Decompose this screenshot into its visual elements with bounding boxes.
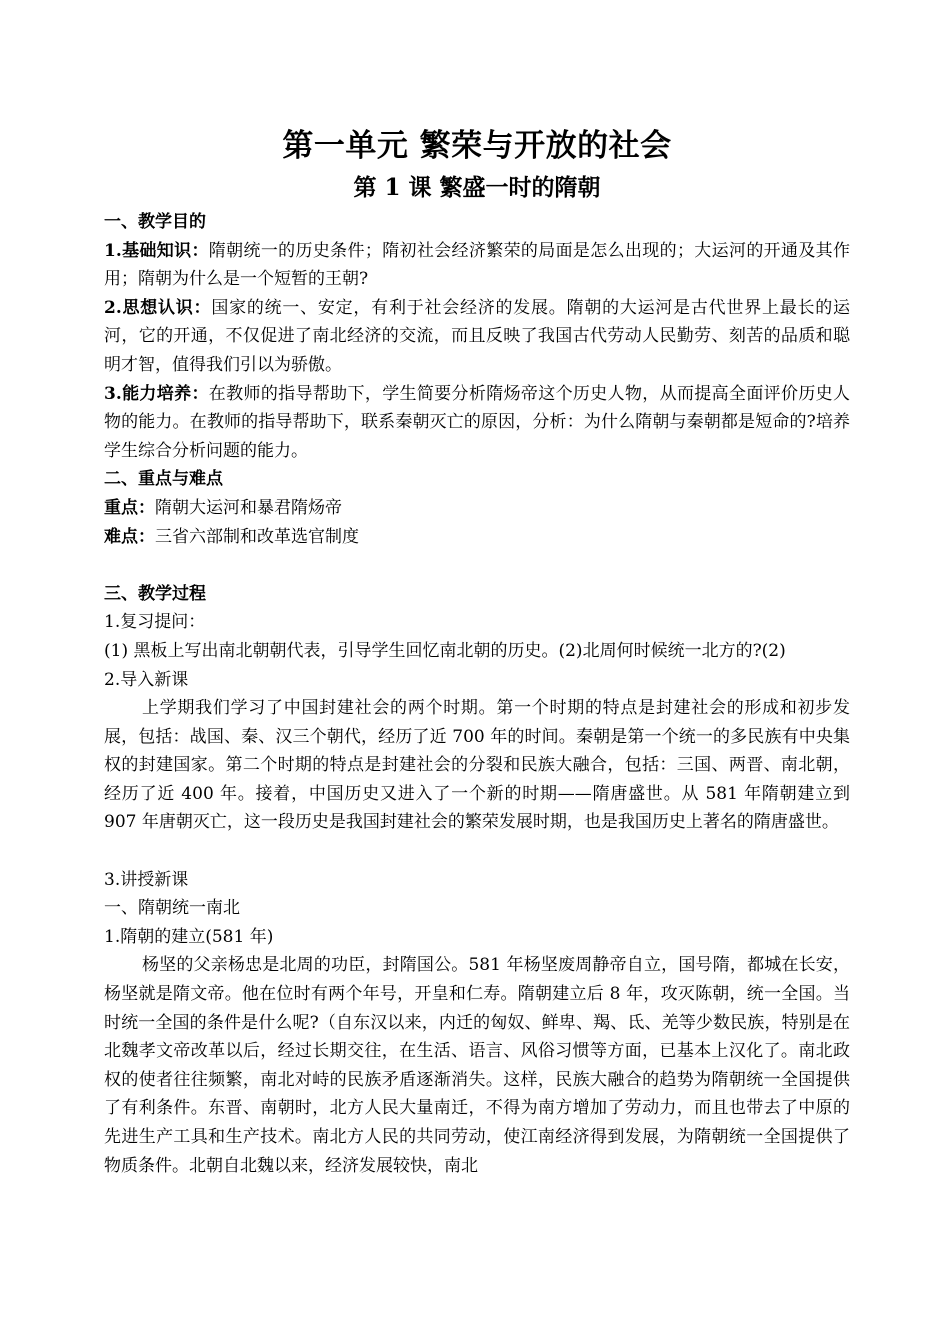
objective-text: 国家的统一、安定，有利于社会经济的发展。隋朝的大运河是古代世界上最长的运河，它的开通，不仅促进了南北经济的交流，而且反映了我国古代劳动人民勤劳、刻苦的品质和聪明才智，值得我们引以为骄傲。 bbox=[104, 297, 851, 375]
unit-title: 第一单元 繁荣与开放的社会 bbox=[282, 128, 672, 164]
objective-label: 1.基础知识： bbox=[104, 240, 209, 261]
blank-line bbox=[104, 837, 850, 866]
body-paragraph: 杨坚的父亲杨忠是北周的功臣，封隋国公。581 年杨坚废周静帝自立，国号隋，都城在长安，杨坚就是隋文帝。他在位时有两个年号，开皇和仁寿。隋朝建立后 8 年，攻灭陈朝，统一全国。当时统一全国的条件是什么呢?（自东汉以来，内迁的匈奴、鲜卑、羯、氐、羌等少数民族，特别是在北魏孝文帝改革以后，经过长期交往，在生活、语言、风俗习惯等方面，已基本上汉化了。南北政权的使者往往频繁，南北对峙的民族矛盾逐渐消失。这样，民族大融合的趋势为隋朝统一全国提供了有利条件。东晋、南朝时，北方人民大量南迁，不得为南方增加了劳动力，而且也带去了中原的先进生产工具和生产技术。南北方人民的共同劳动，使江南经济得到发展，为隋朝统一全国提供了物质条件。北朝自北魏以来，经济发展较快，南北 bbox=[104, 955, 850, 1176]
objective-thought bbox=[104, 294, 850, 380]
difficult-point-text: 三省六部制和改革选官制度 bbox=[155, 526, 359, 547]
key-point-label: 重点： bbox=[104, 497, 155, 518]
objective-basic-knowledge bbox=[104, 237, 850, 294]
objective-ability bbox=[104, 380, 850, 466]
difficult-point bbox=[104, 523, 850, 552]
section-heading-objectives: 一、教学目的 bbox=[104, 212, 206, 232]
intro-paragraph: 上学期我们学习了中国封建社会的两个时期。第一个时期的特点是封建社会的形成和初步发展，包括：战国、秦、汉三个朝代，经历了近 700 年的时间。秦朝是第一个统一的多民族有中央集权的封建国家。第二个时期的特点是封建社会的分裂和民族大融合，包括：三国、两晋、南北朝，经历了近 400 年。接着，中国历史又进入了一个新的时期——隋唐盛世。从 581 年隋朝建立到 907 年唐朝灭亡，这一段历史是我国封建社会的繁荣发展时期，也是我国历史上著名的隋唐盛世。 bbox=[104, 698, 850, 833]
section-heading-key-points: 二、重点与难点 bbox=[104, 469, 223, 490]
blank-line bbox=[104, 551, 850, 580]
teach-heading: 3.讲授新课 bbox=[104, 869, 189, 890]
objective-label: 2.思想认识： bbox=[104, 297, 212, 318]
difficult-point-label: 难点： bbox=[104, 526, 155, 547]
objective-text: 在教师的指导帮助下，学生简要分析隋炀帝这个历史人物，从而提高全面评价历史人物的能力。在教师的指导帮助下，联系秦朝灭亡的原因，分析：为什么隋朝与秦朝都是短命的?培养学生综合分析问题的能力。 bbox=[104, 383, 851, 461]
key-point bbox=[104, 494, 850, 523]
lesson-title: 第 1 课 繁盛一时的隋朝 bbox=[353, 174, 601, 201]
objective-label: 3.能力培养： bbox=[104, 383, 209, 404]
key-point-text: 隋朝大运河和暴君隋炀帝 bbox=[155, 497, 342, 518]
intro-heading: 2.导入新课 bbox=[104, 669, 189, 690]
part-heading: 一、隋朝统一南北 bbox=[104, 898, 240, 919]
section-heading-process: 三、教学过程 bbox=[104, 583, 206, 604]
review-heading: 1.复习提问： bbox=[104, 612, 206, 633]
objective-text: 隋朝统一的历史条件；隋初社会经济繁荣的局面是怎么出现的；大运河的开通及其作用；隋朝为什么是一个短暂的王朝? bbox=[104, 240, 851, 290]
review-questions: (1) 黑板上写出南北朝朝代表，引导学生回忆南北朝的历史。(2)北周何时候统一北方的?(2) bbox=[104, 640, 786, 661]
document-body bbox=[104, 122, 850, 1180]
sub-heading: 1.隋朝的建立(581 年) bbox=[104, 926, 274, 947]
